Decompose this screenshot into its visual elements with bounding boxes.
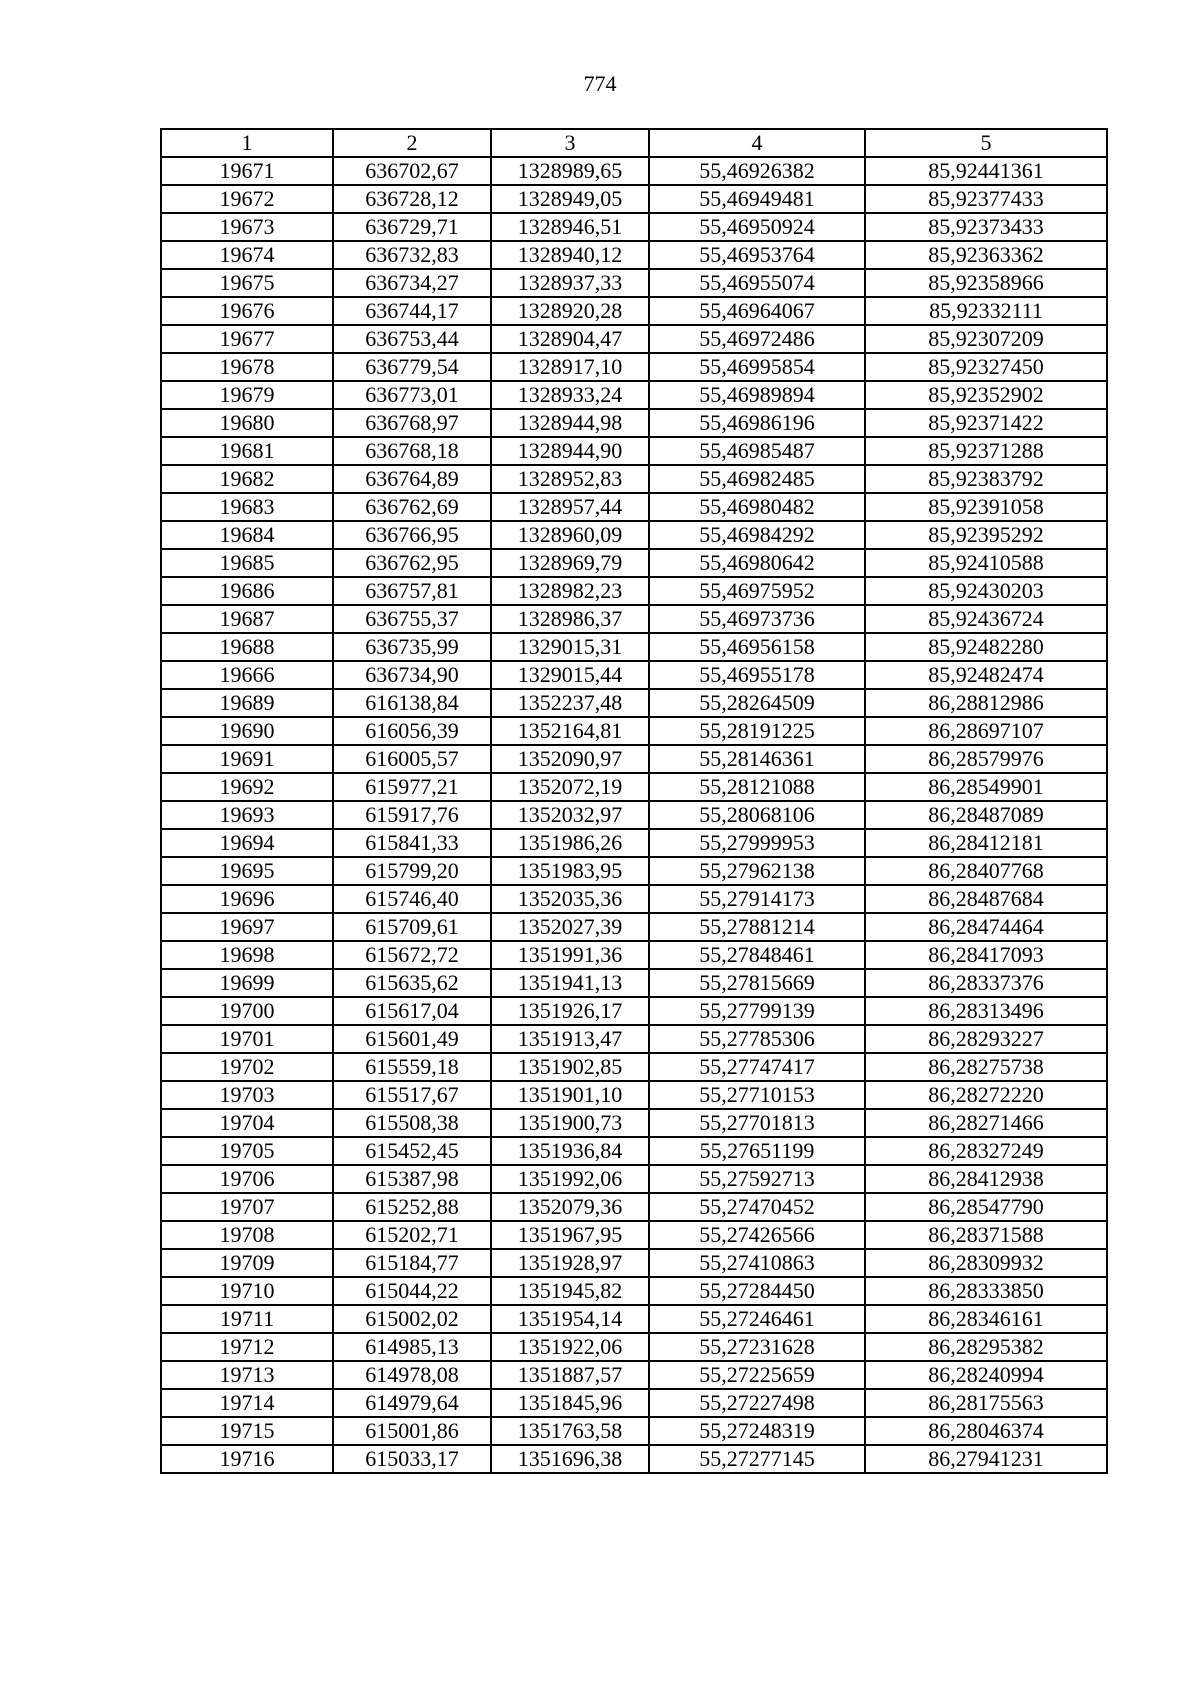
table-cell: 55,27881214 [649,913,865,941]
table-cell: 86,28412938 [865,1165,1107,1193]
table-row [161,213,1107,241]
table-cell: 19688 [161,633,333,661]
table-cell: 55,27277145 [649,1445,865,1473]
table-cell: 86,28327249 [865,1137,1107,1165]
table-cell: 55,27410863 [649,1249,865,1277]
coordinates-table [160,128,1108,1474]
table-cell: 1328952,83 [491,465,649,493]
table-cell: 1352072,19 [491,773,649,801]
table-cell: 19704 [161,1109,333,1137]
table-cell: 1351991,36 [491,941,649,969]
table-cell: 615001,86 [333,1417,491,1445]
table-cell: 615508,38 [333,1109,491,1137]
table-cell: 19699 [161,969,333,997]
table-cell: 636773,01 [333,381,491,409]
table-row [161,1025,1107,1053]
table-cell: 85,92332111 [865,297,1107,325]
table-cell: 55,46995854 [649,353,865,381]
table-row [161,1081,1107,1109]
table-cell: 19712 [161,1333,333,1361]
table-cell: 86,28240994 [865,1361,1107,1389]
table-row [161,1137,1107,1165]
table-cell: 85,92327450 [865,353,1107,381]
table-cell: 19679 [161,381,333,409]
table-cell: 615617,04 [333,997,491,1025]
table-cell: 86,27941231 [865,1445,1107,1473]
table-cell: 55,46982485 [649,465,865,493]
table-cell: 19677 [161,325,333,353]
table-cell: 19701 [161,1025,333,1053]
table-cell: 1351696,38 [491,1445,649,1473]
table-cell: 1351887,57 [491,1361,649,1389]
table-cell: 19684 [161,521,333,549]
table-row [161,409,1107,437]
table-cell: 616056,39 [333,717,491,745]
table-cell: 19673 [161,213,333,241]
table-cell: 86,28313496 [865,997,1107,1025]
table-cell: 636766,95 [333,521,491,549]
table-cell: 614979,64 [333,1389,491,1417]
table-cell: 55,27999953 [649,829,865,857]
table-cell: 636702,67 [333,157,491,185]
table-cell: 86,28046374 [865,1417,1107,1445]
table-cell: 615517,67 [333,1081,491,1109]
table-cell: 19678 [161,353,333,381]
table-cell: 55,27248319 [649,1417,865,1445]
table-cell: 19671 [161,157,333,185]
table-cell: 616005,57 [333,745,491,773]
table-cell: 614978,08 [333,1361,491,1389]
table-row [161,1417,1107,1445]
table-cell: 19711 [161,1305,333,1333]
table-cell: 19698 [161,941,333,969]
column-header: 2 [333,129,491,157]
table-cell: 615033,17 [333,1445,491,1473]
table-cell: 1351967,95 [491,1221,649,1249]
table-cell: 55,46953764 [649,241,865,269]
table-cell: 55,46989894 [649,381,865,409]
table-cell: 55,46950924 [649,213,865,241]
table-row [161,1193,1107,1221]
table-cell: 19702 [161,1053,333,1081]
table-cell: 636757,81 [333,577,491,605]
table-cell: 55,27470452 [649,1193,865,1221]
table-cell: 615917,76 [333,801,491,829]
table-cell: 636768,18 [333,437,491,465]
table-cell: 55,27710153 [649,1081,865,1109]
table-cell: 1351902,85 [491,1053,649,1081]
table-cell: 19696 [161,885,333,913]
table-cell: 86,28697107 [865,717,1107,745]
table-cell: 636753,44 [333,325,491,353]
table-cell: 55,46926382 [649,157,865,185]
table-cell: 85,92377433 [865,185,1107,213]
table-cell: 85,92391058 [865,493,1107,521]
table-cell: 55,27815669 [649,969,865,997]
table-cell: 19706 [161,1165,333,1193]
table-cell: 615635,62 [333,969,491,997]
table-cell: 615746,40 [333,885,491,913]
table-cell: 19697 [161,913,333,941]
table-cell: 615184,77 [333,1249,491,1277]
table-cell: 19703 [161,1081,333,1109]
table-row [161,1361,1107,1389]
table-cell: 1328933,24 [491,381,649,409]
table-cell: 636762,95 [333,549,491,577]
table-row [161,325,1107,353]
table-cell: 85,92436724 [865,605,1107,633]
table-row [161,1445,1107,1473]
table-cell: 86,28337376 [865,969,1107,997]
table-header-row [161,129,1107,157]
table-cell: 19705 [161,1137,333,1165]
table-cell: 1328940,12 [491,241,649,269]
table-cell: 1351913,47 [491,1025,649,1053]
table-cell: 1351983,95 [491,857,649,885]
table-cell: 1351900,73 [491,1109,649,1137]
table-row [161,437,1107,465]
table-row [161,157,1107,185]
table-cell: 1351845,96 [491,1389,649,1417]
table-row [161,633,1107,661]
table-row [161,773,1107,801]
table-cell: 85,92383792 [865,465,1107,493]
table-cell: 614985,13 [333,1333,491,1361]
table-cell: 636764,89 [333,465,491,493]
table-cell: 55,46980482 [649,493,865,521]
table-cell: 19672 [161,185,333,213]
table-cell: 86,28293227 [865,1025,1107,1053]
table-cell: 86,28175563 [865,1389,1107,1417]
table-row [161,717,1107,745]
table-cell: 86,28487089 [865,801,1107,829]
table-cell: 55,27426566 [649,1221,865,1249]
table-row [161,1333,1107,1361]
table-cell: 1328937,33 [491,269,649,297]
table-cell: 615559,18 [333,1053,491,1081]
table-cell: 85,92352902 [865,381,1107,409]
table-cell: 55,27651199 [649,1137,865,1165]
table-cell: 55,46955074 [649,269,865,297]
table-body [161,157,1107,1473]
table-cell: 55,27284450 [649,1277,865,1305]
table-cell: 1328946,51 [491,213,649,241]
table-cell: 19710 [161,1277,333,1305]
table-cell: 19694 [161,829,333,857]
table-cell: 615672,72 [333,941,491,969]
table-cell: 55,46985487 [649,437,865,465]
table-cell: 85,92482474 [865,661,1107,689]
table-cell: 636729,71 [333,213,491,241]
table-cell: 1351936,84 [491,1137,649,1165]
table-cell: 19695 [161,857,333,885]
table-cell: 1352079,36 [491,1193,649,1221]
table-row [161,577,1107,605]
table-cell: 19716 [161,1445,333,1473]
table-row [161,857,1107,885]
column-header: 1 [161,129,333,157]
table-cell: 55,27962138 [649,857,865,885]
table-cell: 1351945,82 [491,1277,649,1305]
table-row [161,1389,1107,1417]
table-cell: 55,27848461 [649,941,865,969]
table-row [161,241,1107,269]
table-cell: 615452,45 [333,1137,491,1165]
table-cell: 55,46986196 [649,409,865,437]
table-cell: 19681 [161,437,333,465]
table-row [161,549,1107,577]
table-cell: 615709,61 [333,913,491,941]
table-cell: 55,27225659 [649,1361,865,1389]
table-cell: 55,28146361 [649,745,865,773]
table-cell: 55,27231628 [649,1333,865,1361]
table-cell: 636768,97 [333,409,491,437]
table-cell: 1352237,48 [491,689,649,717]
column-header: 5 [865,129,1107,157]
table-cell: 1351928,97 [491,1249,649,1277]
table-cell: 55,27227498 [649,1389,865,1417]
table-cell: 85,92307209 [865,325,1107,353]
table-cell: 85,92371288 [865,437,1107,465]
table-row [161,997,1107,1025]
table-row [161,353,1107,381]
table-cell: 636744,17 [333,297,491,325]
table-cell: 636762,69 [333,493,491,521]
table-row [161,1249,1107,1277]
table-cell: 19707 [161,1193,333,1221]
table-cell: 19693 [161,801,333,829]
table-cell: 85,92395292 [865,521,1107,549]
table-cell: 1328982,23 [491,577,649,605]
table-cell: 636734,90 [333,661,491,689]
table-cell: 19686 [161,577,333,605]
table-cell: 86,28295382 [865,1333,1107,1361]
column-header: 4 [649,129,865,157]
page-number: 774 [583,71,617,96]
table-cell: 19700 [161,997,333,1025]
table-row [161,1165,1107,1193]
table-cell: 1351901,10 [491,1081,649,1109]
table-cell: 1352027,39 [491,913,649,941]
table-cell: 636734,27 [333,269,491,297]
table-cell: 85,92373433 [865,213,1107,241]
table-cell: 1351763,58 [491,1417,649,1445]
table-row [161,941,1107,969]
table-row [161,689,1107,717]
table-cell: 19714 [161,1389,333,1417]
table-cell: 55,28121088 [649,773,865,801]
table-cell: 55,28068106 [649,801,865,829]
table-row [161,1305,1107,1333]
table-row [161,885,1107,913]
table-row [161,269,1107,297]
table-cell: 55,27246461 [649,1305,865,1333]
table-cell: 615601,49 [333,1025,491,1053]
table-cell: 55,46973736 [649,605,865,633]
table-cell: 615044,22 [333,1277,491,1305]
table-cell: 19685 [161,549,333,577]
table-cell: 19690 [161,717,333,745]
table-cell: 86,28487684 [865,885,1107,913]
table-cell: 85,92482280 [865,633,1107,661]
table-cell: 1328989,65 [491,157,649,185]
table-cell: 86,28271466 [865,1109,1107,1137]
table-cell: 86,28549901 [865,773,1107,801]
table-cell: 636732,83 [333,241,491,269]
table-cell: 85,92358966 [865,269,1107,297]
table-cell: 19715 [161,1417,333,1445]
table-cell: 615202,71 [333,1221,491,1249]
table-cell: 19687 [161,605,333,633]
table-row [161,913,1107,941]
table-cell: 86,28579976 [865,745,1107,773]
table-cell: 55,46956158 [649,633,865,661]
table-cell: 1328986,37 [491,605,649,633]
table-cell: 19682 [161,465,333,493]
table-cell: 85,92430203 [865,577,1107,605]
table-cell: 636779,54 [333,353,491,381]
table-cell: 85,92363362 [865,241,1107,269]
table-cell: 1351992,06 [491,1165,649,1193]
table-cell: 615977,21 [333,773,491,801]
table-cell: 615387,98 [333,1165,491,1193]
table-row [161,465,1107,493]
table-cell: 1351941,13 [491,969,649,997]
table-cell: 55,27914173 [649,885,865,913]
table-cell: 86,28333850 [865,1277,1107,1305]
table-cell: 86,28417093 [865,941,1107,969]
table-cell: 55,46972486 [649,325,865,353]
table-cell: 615002,02 [333,1305,491,1333]
table-cell: 1328944,90 [491,437,649,465]
table-cell: 86,28407768 [865,857,1107,885]
table-row [161,297,1107,325]
table-cell: 85,92410588 [865,549,1107,577]
table-cell: 55,46964067 [649,297,865,325]
table-cell: 55,27701813 [649,1109,865,1137]
table-cell: 19666 [161,661,333,689]
table-cell: 615841,33 [333,829,491,857]
table-row [161,1109,1107,1137]
table-cell: 1352035,36 [491,885,649,913]
table-cell: 1352164,81 [491,717,649,745]
table-cell: 636755,37 [333,605,491,633]
table-cell: 86,28412181 [865,829,1107,857]
table-cell: 615252,88 [333,1193,491,1221]
table-cell: 86,28275738 [865,1053,1107,1081]
table-cell: 55,27785306 [649,1025,865,1053]
table-cell: 1328917,10 [491,353,649,381]
table-cell: 1352032,97 [491,801,649,829]
table-row [161,745,1107,773]
table-cell: 1328960,09 [491,521,649,549]
table-row [161,661,1107,689]
table-cell: 1328904,47 [491,325,649,353]
table-row [161,521,1107,549]
table-row [161,829,1107,857]
table-cell: 19713 [161,1361,333,1389]
table-cell: 616138,84 [333,689,491,717]
table-cell: 1328969,79 [491,549,649,577]
table-cell: 86,28371588 [865,1221,1107,1249]
table-row [161,493,1107,521]
column-header: 3 [491,129,649,157]
table-cell: 55,28191225 [649,717,865,745]
table-cell: 85,92371422 [865,409,1107,437]
table-cell: 86,28474464 [865,913,1107,941]
table-cell: 1328944,98 [491,409,649,437]
table-cell: 55,46975952 [649,577,865,605]
table-cell: 1328957,44 [491,493,649,521]
table-row [161,1277,1107,1305]
table-cell: 19709 [161,1249,333,1277]
table-cell: 615799,20 [333,857,491,885]
table-cell: 86,28812986 [865,689,1107,717]
table-cell: 55,27747417 [649,1053,865,1081]
table-cell: 86,28547790 [865,1193,1107,1221]
table-cell: 55,27799139 [649,997,865,1025]
table-cell: 55,28264509 [649,689,865,717]
table-cell: 86,28309932 [865,1249,1107,1277]
table-cell: 19691 [161,745,333,773]
table-cell: 1351922,06 [491,1333,649,1361]
table-cell: 85,92441361 [865,157,1107,185]
table-cell: 19680 [161,409,333,437]
table-cell: 636728,12 [333,185,491,213]
table-cell: 19683 [161,493,333,521]
table-cell: 1329015,44 [491,661,649,689]
table-cell: 636735,99 [333,633,491,661]
table-cell: 55,46984292 [649,521,865,549]
table-row [161,1221,1107,1249]
table-cell: 1351954,14 [491,1305,649,1333]
table-row [161,185,1107,213]
table-cell: 55,27592713 [649,1165,865,1193]
table-cell: 1352090,97 [491,745,649,773]
table-cell: 1328949,05 [491,185,649,213]
table-cell: 19676 [161,297,333,325]
table-cell: 86,28272220 [865,1081,1107,1109]
table-cell: 1351926,17 [491,997,649,1025]
table-cell: 55,46949481 [649,185,865,213]
table-cell: 19689 [161,689,333,717]
table-cell: 19708 [161,1221,333,1249]
table-row [161,605,1107,633]
table-cell: 55,46980642 [649,549,865,577]
table-cell: 19674 [161,241,333,269]
table-row [161,969,1107,997]
table-cell: 55,46955178 [649,661,865,689]
table-cell: 19675 [161,269,333,297]
table-cell: 1328920,28 [491,297,649,325]
table-row [161,1053,1107,1081]
table-cell: 1351986,26 [491,829,649,857]
table-row [161,801,1107,829]
table-row [161,381,1107,409]
table-cell: 19692 [161,773,333,801]
table-cell: 1329015,31 [491,633,649,661]
table-cell: 86,28346161 [865,1305,1107,1333]
